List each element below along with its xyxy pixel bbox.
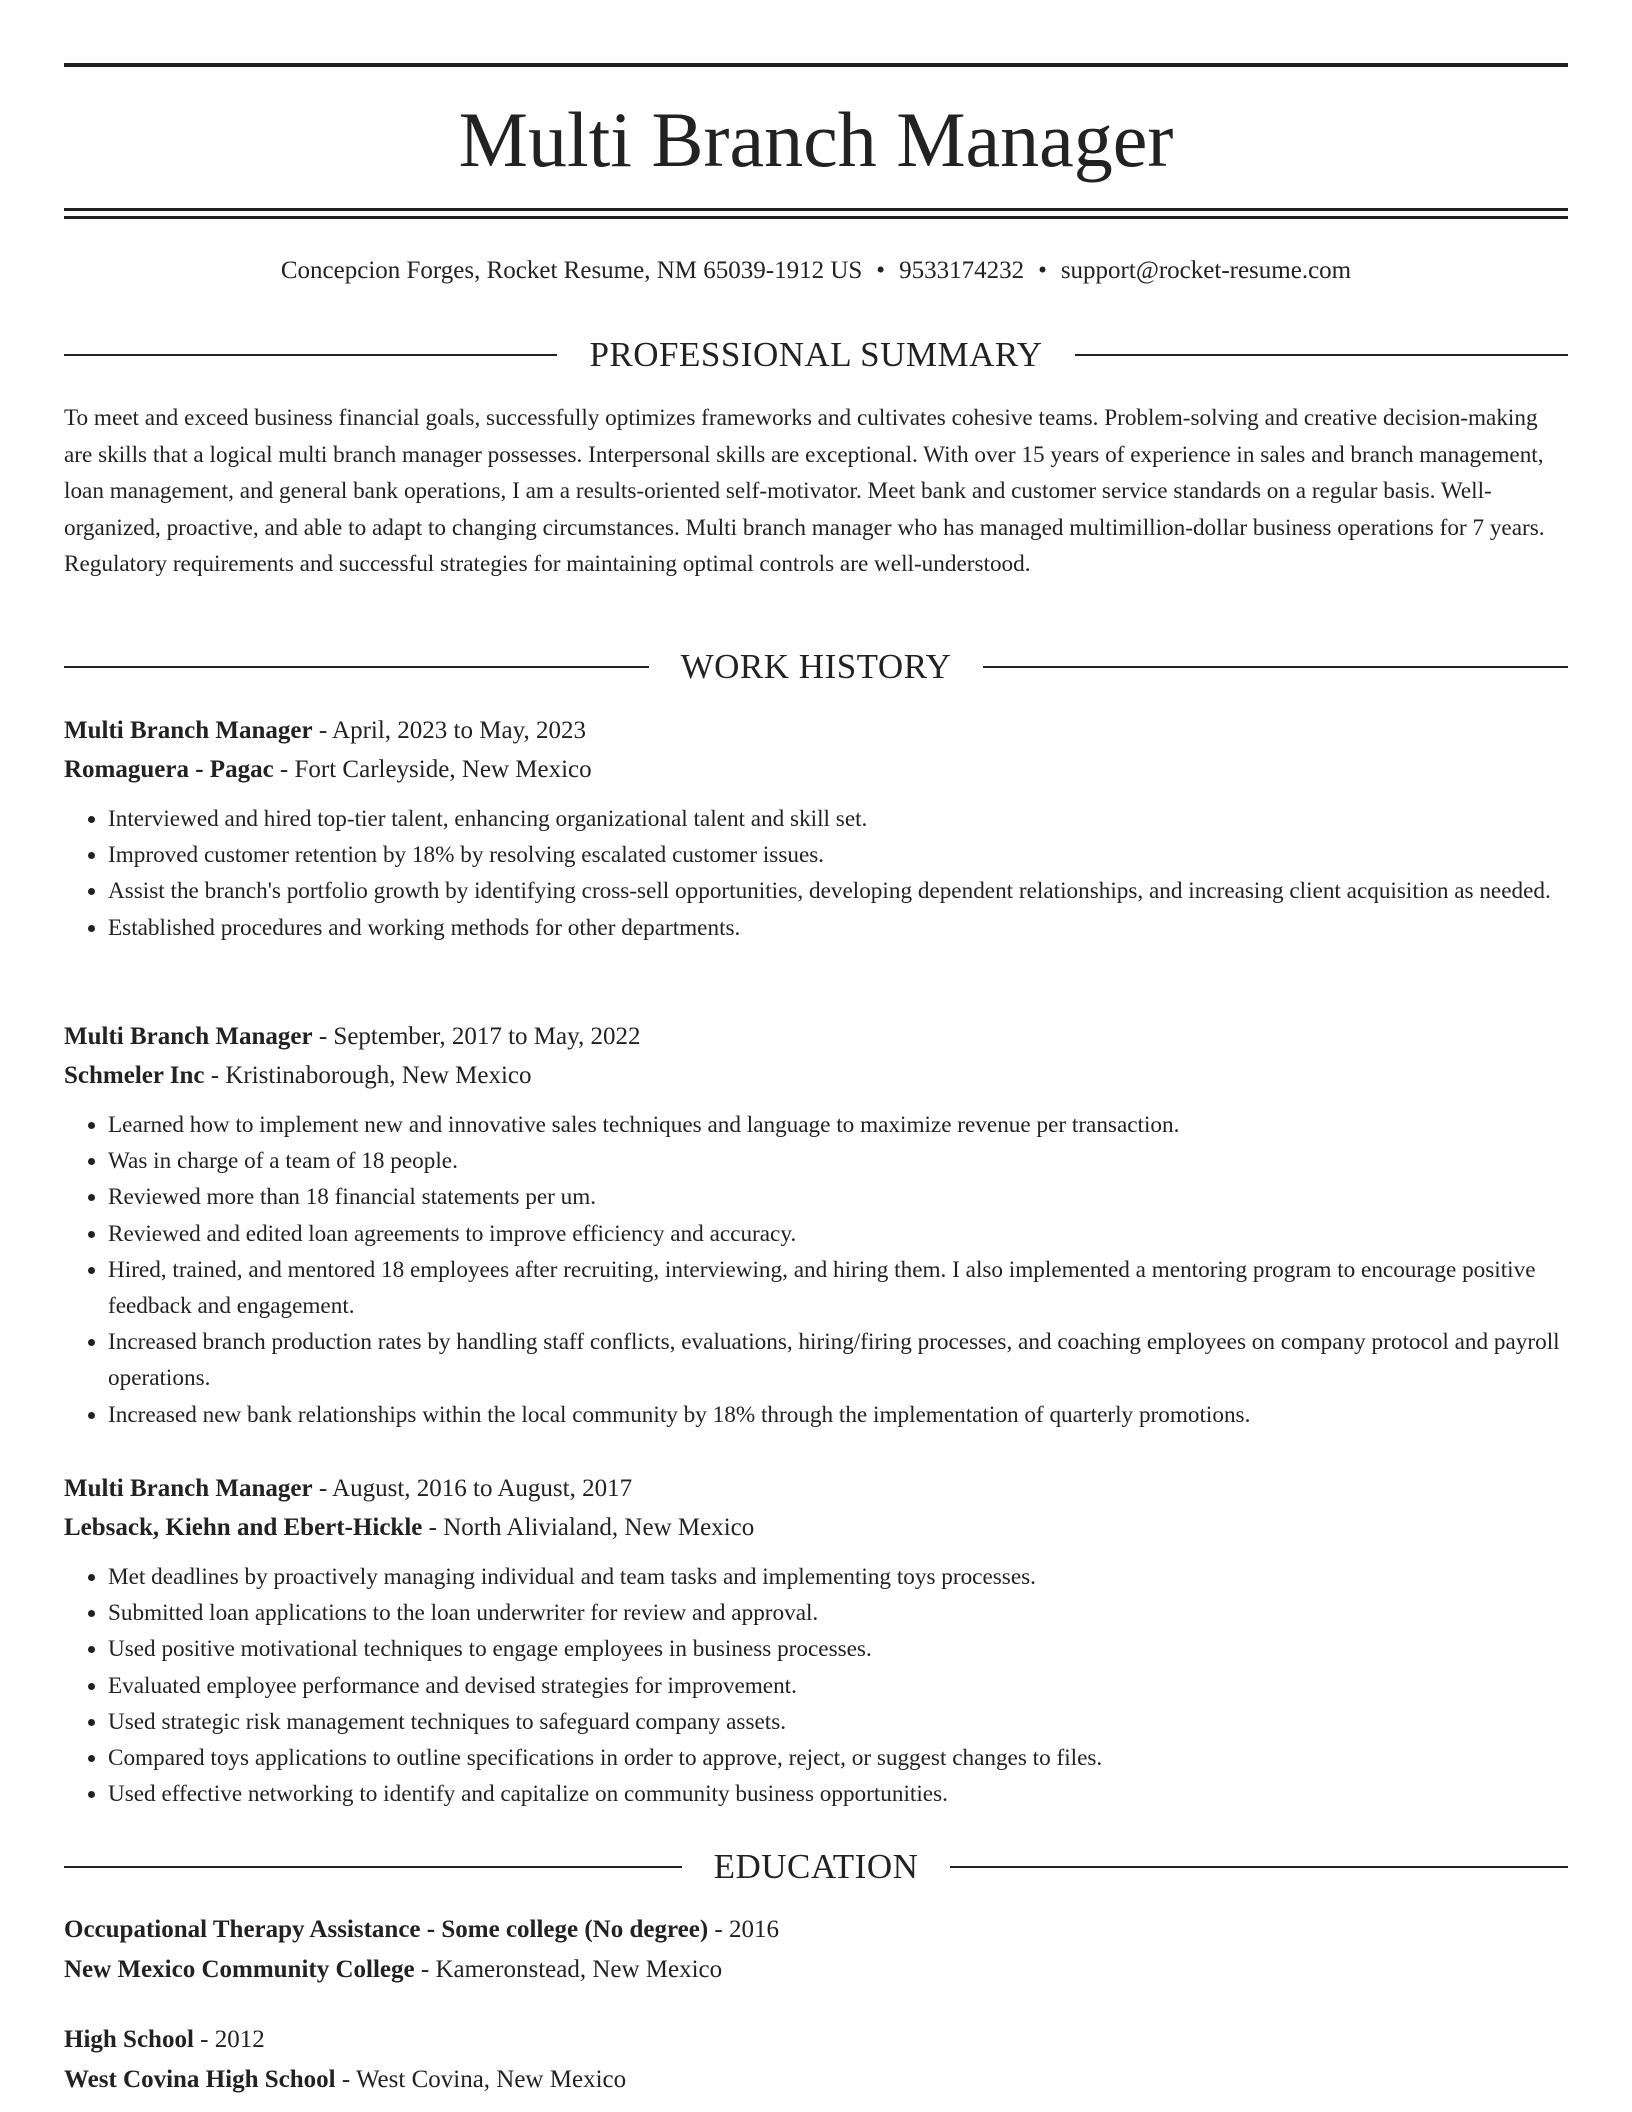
job-location: - North Alivialand, New Mexico (422, 1514, 755, 1541)
section-heading-education (64, 1845, 1568, 1889)
job-entry (64, 1469, 1568, 1812)
contact-email: support@rocket-resume.com (1060, 257, 1352, 284)
heading-rule-left (64, 666, 649, 668)
job-bullet: • Was in charge of a team of 18 people. (108, 1143, 1568, 1179)
heading-rule-right (983, 666, 1568, 668)
job-bullet: • Reviewed and edited loan agreements to improve efficiency and accuracy. (108, 1216, 1568, 1252)
job-title-line (64, 1017, 1568, 1056)
education-entry (64, 2020, 1568, 2100)
education-school-line (64, 2060, 1568, 2100)
section-title: EDUCATION (713, 1847, 919, 1886)
job-company: Romaguera - Pagac (64, 756, 274, 783)
education-school: New Mexico Community College (64, 1956, 415, 1983)
job-bullet: • Hired, trained, and mentored 18 employees after recruiting, interviewing, and hiring them. I also implemented a mentoring program to encourage positive feedback and engagement. (108, 1252, 1568, 1324)
education-degree: High School (64, 2026, 194, 2053)
job-bullet: • Used positive motivational techniques to engage employees in business processes. (108, 1631, 1568, 1667)
job-bullets (64, 1559, 1568, 1812)
job-entry (64, 1017, 1568, 1433)
job-company: Schmeler Inc (64, 1062, 205, 1089)
job-bullet: • Used effective networking to identify and capitalize on community business opportunities. (108, 1776, 1568, 1812)
job-bullet: • Assist the branch's portfolio growth by identifying cross-sell opportunities, developing dependent relationships, and increasing client acquisition as needed. (108, 873, 1568, 909)
job-dates: - August, 2016 to August, 2017 (312, 1475, 633, 1502)
education-entry (64, 1910, 1568, 1990)
name-rule-lower (64, 216, 1568, 219)
job-dates: - September, 2017 to May, 2022 (312, 1023, 641, 1050)
job-bullet: • Interviewed and hired top-tier talent, enhancing organizational talent and skill set. (108, 801, 1568, 837)
job-location: - Fort Carleyside, New Mexico (273, 756, 592, 783)
education-degree-line (64, 2020, 1568, 2060)
education-year: - 2012 (193, 2026, 265, 2053)
job-bullets (64, 801, 1568, 946)
job-dates: - April, 2023 to May, 2023 (312, 717, 586, 744)
section-title: PROFESSIONAL SUMMARY (589, 335, 1043, 374)
job-title: Multi Branch Manager (64, 717, 313, 744)
job-company-line (64, 1056, 1568, 1095)
summary-text: To meet and exceed business financial goals, successfully optimizes frameworks and cultivates cohesive teams. Problem-solving and creative decision-making are skills that a logical multi branch manager possesses. Interpersonal skills are exceptional. With over 15 years of experience in sales and branch management, loan management, and general bank operations, I am a results-oriented self-motivator. Meet bank and customer service standards on a regular basis. Well-organized, proactive, and able to adapt to changing circumstances. Multi branch manager who has managed multimillion-dollar business operations for 7 years. Regulatory requirements and successful strategies for maintaining optimal controls are well-understood. (64, 405, 1545, 577)
heading-rule-right (950, 1866, 1568, 1868)
name-rule-upper (64, 208, 1568, 211)
job-bullet: • Reviewed more than 18 financial statements per um. (108, 1179, 1568, 1215)
job-entry (64, 711, 1568, 946)
top-rule (64, 63, 1568, 67)
job-bullet: • Submitted loan applications to the loan underwriter for review and approval. (108, 1595, 1568, 1631)
job-bullet: • Increased new bank relationships within the local community by 18% through the implementation of quarterly promotions. (108, 1397, 1568, 1433)
heading-rule-left (64, 1866, 682, 1868)
education-location: - Kameronstead, New Mexico (414, 1956, 723, 1983)
education-degree-line (64, 1910, 1568, 1950)
heading-rule-right (1075, 354, 1568, 356)
job-bullet: • Met deadlines by proactively managing individual and team tasks and implementing toys processes. (108, 1559, 1568, 1595)
job-company-line (64, 1508, 1568, 1547)
contact-separator: • (1038, 257, 1047, 284)
job-title-line (64, 711, 1568, 750)
resume-name: Multi Branch Manager (458, 96, 1174, 183)
section-heading-summary (64, 333, 1568, 377)
contact-line (64, 254, 1568, 288)
education-school-line (64, 1950, 1568, 1990)
contact-phone: 9533174232 (899, 257, 1025, 284)
heading-rule-left (64, 354, 557, 356)
job-title: Multi Branch Manager (64, 1475, 313, 1502)
job-company: Lebsack, Kiehn and Ebert-Hickle (64, 1514, 423, 1541)
section-heading-work-history (64, 645, 1568, 689)
job-title-line (64, 1469, 1568, 1508)
job-bullet: • Improved customer retention by 18% by resolving escalated customer issues. (108, 837, 1568, 873)
education-year: - 2016 (708, 1916, 779, 1943)
job-bullet: • Compared toys applications to outline specifications in order to approve, reject, or suggest changes to files. (108, 1740, 1568, 1776)
job-location: - Kristinaborough, New Mexico (204, 1062, 532, 1089)
education-degree: Occupational Therapy Assistance - Some college (No degree) (64, 1916, 709, 1943)
job-company-line (64, 750, 1568, 789)
job-bullet: • Learned how to implement new and innovative sales techniques and language to maximize revenue per transaction. (108, 1107, 1568, 1143)
job-bullet: • Evaluated employee performance and devised strategies for improvement. (108, 1668, 1568, 1704)
job-bullets (64, 1107, 1568, 1433)
job-bullet: • Increased branch production rates by handling staff conflicts, evaluations, hiring/firing processes, and coaching employees on company protocol and payroll operations. (108, 1324, 1568, 1396)
education-school: West Covina High School (64, 2066, 336, 2093)
contact-address: Concepcion Forges, Rocket Resume, NM 65039-1912 US (280, 257, 863, 284)
education-location: - West Covina, New Mexico (335, 2066, 627, 2093)
job-bullet: • Used strategic risk management techniques to safeguard company assets. (108, 1704, 1568, 1740)
contact-separator: • (876, 257, 886, 284)
job-title: Multi Branch Manager (64, 1023, 313, 1050)
job-bullet: • Established procedures and working methods for other departments. (108, 910, 1568, 946)
section-title: WORK HISTORY (680, 647, 952, 686)
